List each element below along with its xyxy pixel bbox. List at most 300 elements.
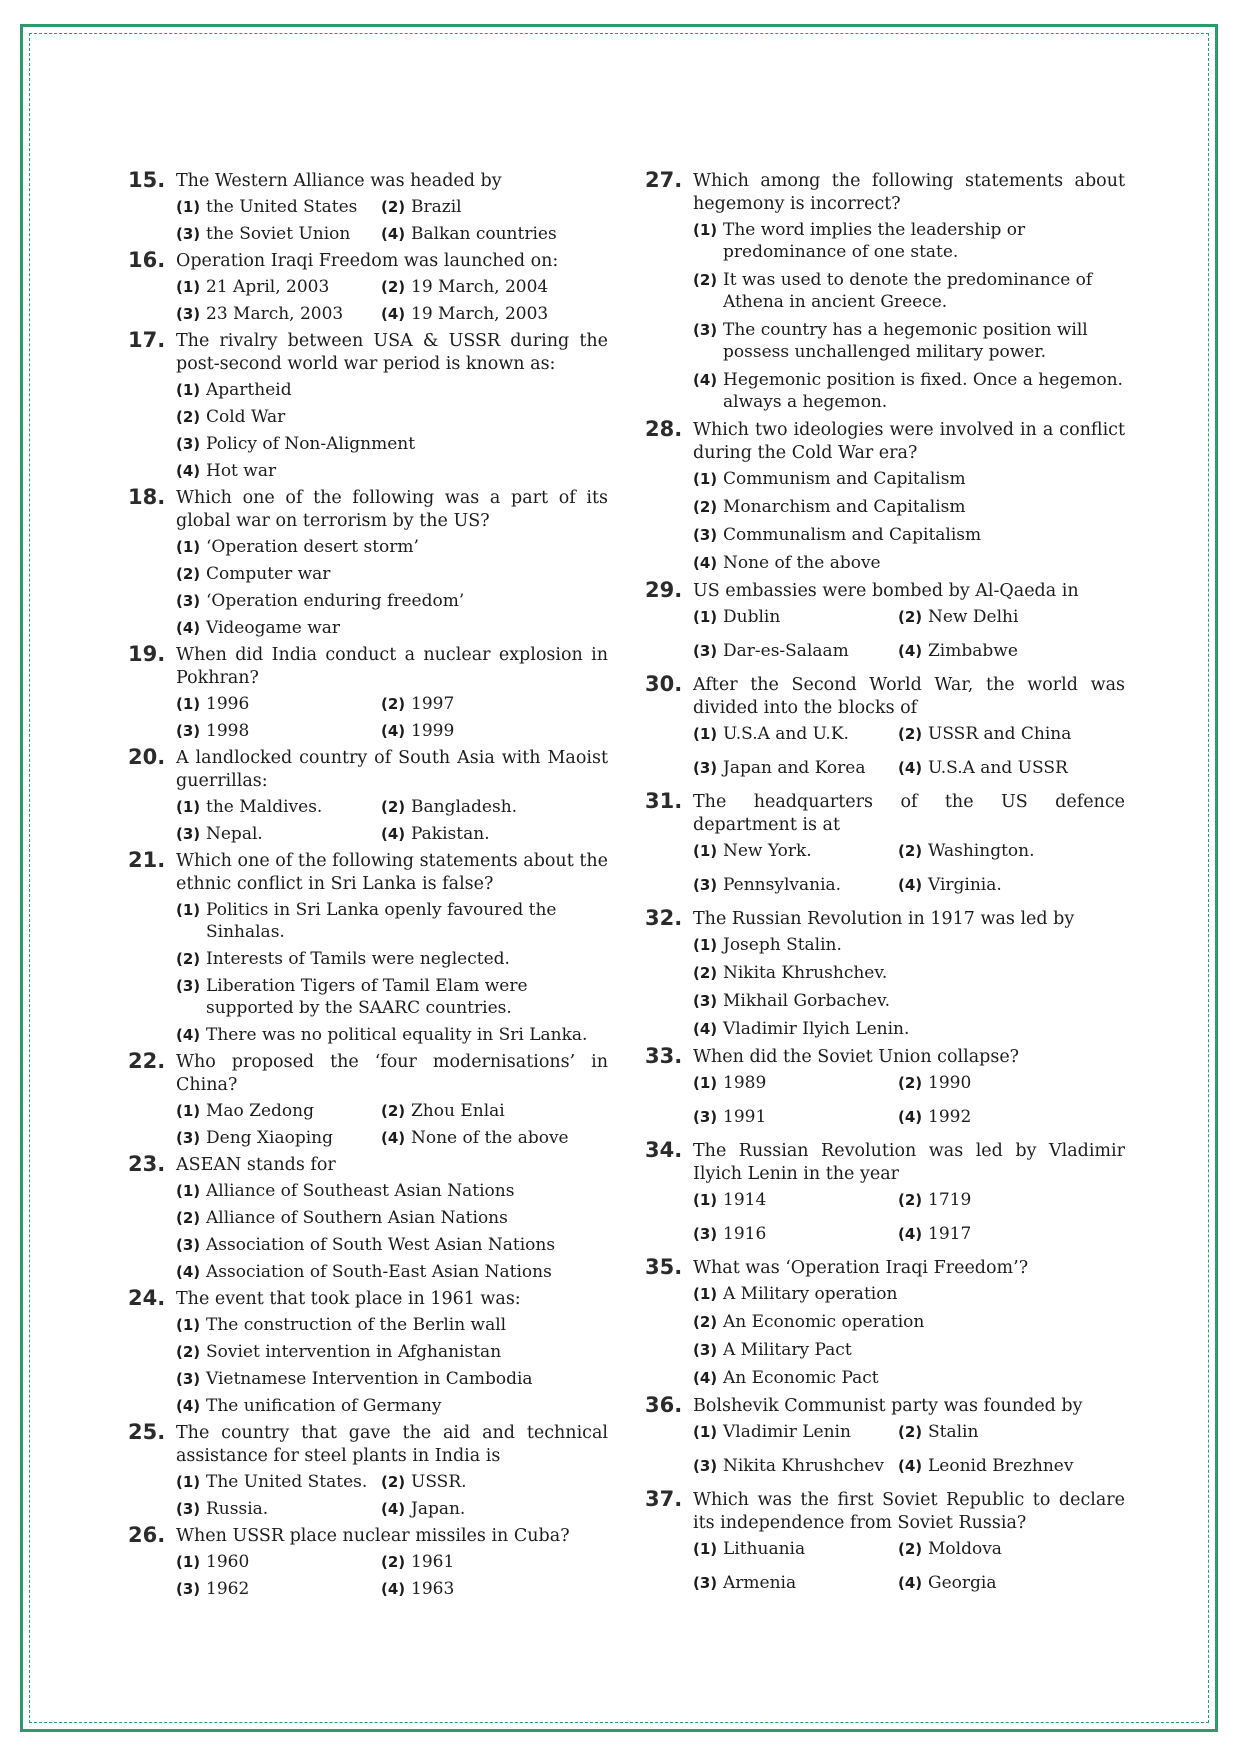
answer-option: [898, 723, 1125, 745]
option-text: Armenia: [723, 1573, 797, 1593]
answer-options: [176, 276, 608, 325]
question-number: 27.: [645, 168, 683, 192]
option-number: (2): [381, 278, 406, 296]
option-number: (1): [693, 221, 718, 239]
answer-option: [381, 823, 608, 845]
question-number: 33.: [645, 1044, 683, 1068]
option-number: (3): [176, 1580, 201, 1598]
option-number: (3): [693, 321, 718, 339]
question-number: 36.: [645, 1393, 683, 1417]
option-text: Monarchism and Capitalism: [723, 497, 966, 517]
answer-option: [176, 1024, 608, 1046]
option-text: 23 March, 2003: [206, 304, 344, 324]
answer-option: [693, 369, 1125, 413]
question-text: Which one of the following statements about the ethnic conflict in Sri Lanka is false?: [176, 851, 608, 894]
answer-option: [898, 1072, 1125, 1094]
question-text: When did India conduct a nuclear explosion in Pokhran?: [176, 645, 608, 688]
answer-options: [176, 536, 608, 639]
option-number: (4): [898, 1574, 923, 1592]
option-text: Interests of Tamils were neglected.: [206, 949, 510, 969]
option-text: 1960: [206, 1552, 250, 1572]
option-text: The unification of Germany: [206, 1396, 442, 1416]
option-number: (4): [693, 1369, 718, 1387]
option-text: Bangladesh.: [411, 797, 518, 817]
option-number: (1): [176, 901, 201, 919]
option-text: 19 March, 2003: [411, 304, 549, 324]
option-text: 1998: [206, 721, 250, 741]
option-number: (3): [693, 642, 718, 660]
option-text: 1989: [723, 1073, 767, 1093]
answer-options: [176, 196, 608, 245]
answer-option: [693, 1072, 898, 1094]
option-text: Nikita Khrushchev.: [723, 963, 888, 983]
option-text: Russia.: [206, 1499, 269, 1519]
answer-options: [693, 1072, 1125, 1134]
question-30: [645, 674, 1125, 785]
answer-options: [693, 606, 1125, 668]
question-number: 23.: [128, 1152, 166, 1176]
answer-option: [693, 219, 1125, 263]
option-text: Washington.: [928, 841, 1035, 861]
option-number: (1): [176, 1553, 201, 1571]
option-text: New Delhi: [928, 607, 1019, 627]
option-number: (4): [381, 722, 406, 740]
option-number: (4): [381, 305, 406, 323]
option-number: (4): [176, 1026, 201, 1044]
option-number: (3): [176, 1129, 201, 1147]
option-number: (4): [176, 1397, 201, 1415]
option-text: Vladimir Lenin: [723, 1422, 851, 1442]
option-text: 1992: [928, 1107, 972, 1127]
option-text: Computer war: [206, 564, 331, 584]
option-number: (3): [693, 1225, 718, 1243]
option-number: (1): [693, 842, 718, 860]
answer-options: [176, 899, 608, 1046]
option-number: (2): [898, 1191, 923, 1209]
question-26: [128, 1525, 608, 1600]
option-number: (2): [693, 498, 718, 516]
option-text: USSR.: [411, 1472, 467, 1492]
question-29: [645, 580, 1125, 668]
option-number: (1): [176, 278, 201, 296]
option-text: Zimbabwe: [928, 641, 1018, 661]
answer-option: [693, 552, 1125, 574]
option-text: An Economic operation: [723, 1312, 925, 1332]
question-number: 24.: [128, 1286, 166, 1310]
question-37: [645, 1489, 1125, 1600]
question-20: [128, 747, 608, 845]
option-number: (2): [176, 565, 201, 583]
answer-option: [176, 1100, 381, 1122]
option-number: (2): [176, 408, 201, 426]
answer-option: [176, 276, 381, 298]
question-16: [128, 250, 608, 325]
option-number: (2): [176, 950, 201, 968]
option-text: Pakistan.: [411, 824, 490, 844]
question-33: [645, 1046, 1125, 1134]
answer-option: [176, 975, 608, 1019]
option-number: (2): [381, 198, 406, 216]
option-number: (2): [898, 1074, 923, 1092]
option-number: (4): [381, 825, 406, 843]
answer-option: [898, 1106, 1125, 1128]
question-27: [645, 170, 1125, 413]
answer-options: [693, 1283, 1125, 1389]
answer-options: [693, 468, 1125, 574]
answer-option: [693, 934, 1125, 956]
option-number: (4): [898, 759, 923, 777]
option-number: (2): [693, 271, 718, 289]
question-text: The event that took place in 1961 was:: [176, 1289, 521, 1309]
option-text: 1997: [411, 694, 455, 714]
answer-options: [693, 840, 1125, 902]
answer-options: [693, 1538, 1125, 1600]
option-text: Vladimir Ilyich Lenin.: [723, 1019, 910, 1039]
question-number: 34.: [645, 1138, 683, 1162]
question-text: The Western Alliance was headed by: [176, 171, 502, 191]
answer-option: [693, 723, 898, 745]
answer-option: [693, 269, 1125, 313]
option-text: Japan and Korea: [723, 758, 866, 778]
answer-option: [176, 1261, 608, 1283]
answer-option: [176, 1234, 608, 1256]
option-text: Liberation Tigers of Tamil Elam were supported by the SAARC countries.: [206, 976, 528, 1018]
option-number: (1): [176, 538, 201, 556]
option-number: (4): [176, 619, 201, 637]
answer-option: [693, 1572, 898, 1594]
answer-option: [176, 590, 608, 612]
option-text: The country has a hegemonic position will possess unchallenged military power.: [723, 320, 1088, 362]
answer-option: [176, 617, 608, 639]
option-text: An Economic Pact: [723, 1368, 879, 1388]
answer-option: [693, 606, 898, 628]
answer-option: [176, 1368, 608, 1390]
option-number: (3): [693, 1108, 718, 1126]
option-text: 1719: [928, 1190, 972, 1210]
question-18: [128, 487, 608, 639]
answer-option: [693, 319, 1125, 363]
answer-option: [176, 196, 381, 218]
answer-option: [381, 720, 608, 742]
option-number: (3): [176, 305, 201, 323]
question-17: [128, 330, 608, 482]
option-text: It was used to denote the predominance of Athena in ancient Greece.: [723, 270, 1093, 312]
answer-options: [693, 219, 1125, 413]
option-number: (2): [381, 798, 406, 816]
option-number: (1): [176, 198, 201, 216]
question-number: 18.: [128, 485, 166, 509]
option-number: (4): [176, 462, 201, 480]
option-text: The United States.: [206, 1472, 368, 1492]
option-number: (3): [693, 876, 718, 894]
answer-options: [693, 1421, 1125, 1483]
question-36: [645, 1395, 1125, 1483]
option-number: (2): [898, 842, 923, 860]
answer-option: [381, 223, 608, 245]
option-number: (4): [381, 225, 406, 243]
question-number: 30.: [645, 672, 683, 696]
answer-option: [693, 1455, 898, 1477]
option-text: Nepal.: [206, 824, 263, 844]
question-number: 26.: [128, 1523, 166, 1547]
option-number: (2): [381, 695, 406, 713]
answer-option: [176, 1471, 381, 1493]
question-number: 21.: [128, 848, 166, 872]
option-text: 1916: [723, 1224, 767, 1244]
question-32: [645, 908, 1125, 1040]
option-number: (4): [381, 1500, 406, 1518]
option-text: Cold War: [206, 407, 286, 427]
option-number: (1): [693, 1191, 718, 1209]
option-number: (2): [898, 1423, 923, 1441]
answer-option: [381, 796, 608, 818]
question-text: The headquarters of the US defence department is at: [693, 792, 1125, 835]
answer-option: [381, 693, 608, 715]
option-text: Communism and Capitalism: [723, 469, 966, 489]
option-number: (2): [898, 725, 923, 743]
option-number: (2): [381, 1553, 406, 1571]
option-text: Nikita Khrushchev: [723, 1456, 884, 1476]
question-24: [128, 1288, 608, 1417]
option-text: Alliance of Southeast Asian Nations: [206, 1181, 515, 1201]
option-number: (3): [176, 1236, 201, 1254]
option-number: (3): [176, 977, 201, 995]
option-text: 19 March, 2004: [411, 277, 549, 297]
option-text: Japan.: [411, 1499, 466, 1519]
option-text: Soviet intervention in Afghanistan: [206, 1342, 502, 1362]
option-text: Deng Xiaoping: [206, 1128, 333, 1148]
answer-option: [693, 874, 898, 896]
answer-option: [898, 1223, 1125, 1245]
option-text: ‘Operation enduring freedom’: [206, 591, 465, 611]
option-text: Communalism and Capitalism: [723, 525, 982, 545]
option-text: 1991: [723, 1107, 767, 1127]
answer-option: [898, 874, 1125, 896]
question-28: [645, 419, 1125, 574]
answer-option: [693, 496, 1125, 518]
option-number: (2): [176, 1209, 201, 1227]
option-number: (3): [176, 1500, 201, 1518]
option-text: Joseph Stalin.: [723, 935, 842, 955]
answer-option: [898, 840, 1125, 862]
answer-options: [693, 723, 1125, 785]
answer-option: [693, 640, 898, 662]
answer-option: [176, 1341, 608, 1363]
answer-options: [176, 379, 608, 482]
option-number: (1): [693, 1285, 718, 1303]
option-number: (1): [176, 1102, 201, 1120]
question-number: 28.: [645, 417, 683, 441]
question-text: The Russian Revolution in 1917 was led by: [693, 909, 1075, 929]
question-text: When USSR place nuclear missiles in Cuba?: [176, 1526, 570, 1546]
answer-option: [693, 1189, 898, 1211]
option-text: the Maldives.: [206, 797, 323, 817]
question-number: 25.: [128, 1420, 166, 1444]
answer-options: [176, 1551, 608, 1600]
answer-option: [176, 948, 608, 970]
answer-option: [693, 1367, 1125, 1389]
question-number: 29.: [645, 578, 683, 602]
option-text: The word implies the leadership or predominance of one state.: [723, 220, 1026, 262]
question-number: 20.: [128, 745, 166, 769]
answer-options: [176, 693, 608, 742]
option-text: Lithuania: [723, 1539, 806, 1559]
option-text: Association of South West Asian Nations: [206, 1235, 556, 1255]
answer-option: [176, 796, 381, 818]
option-text: None of the above: [411, 1128, 569, 1148]
answer-option: [898, 1189, 1125, 1211]
option-text: A Military operation: [723, 1284, 898, 1304]
question-text: The Russian Revolution was led by Vladimir Ilyich Lenin in the year: [693, 1141, 1125, 1184]
left-column: [128, 170, 608, 1605]
answer-option: [176, 223, 381, 245]
answer-option: [381, 196, 608, 218]
option-text: Hegemonic position is fixed. Once a hegemon. always a hegemon.: [723, 370, 1123, 412]
answer-option: [381, 1471, 608, 1493]
answer-option: [898, 606, 1125, 628]
option-text: Alliance of Southern Asian Nations: [206, 1208, 508, 1228]
answer-option: [381, 1100, 608, 1122]
answer-option: [381, 1498, 608, 1520]
option-number: (1): [693, 1540, 718, 1558]
option-number: (1): [176, 1473, 201, 1491]
answer-option: [693, 468, 1125, 490]
answer-option: [693, 1223, 898, 1245]
option-number: (2): [176, 1343, 201, 1361]
option-number: (4): [898, 1108, 923, 1126]
option-text: Apartheid: [206, 380, 292, 400]
question-text: Which was the first Soviet Republic to declare its independence from Soviet Russia?: [693, 1490, 1125, 1533]
answer-option: [176, 433, 608, 455]
answer-option: [693, 524, 1125, 546]
question-text: Who proposed the ‘four modernisations’ in China?: [176, 1052, 608, 1095]
option-number: (2): [381, 1473, 406, 1491]
question-text: Which two ideologies were involved in a conflict during the Cold War era?: [693, 420, 1125, 463]
option-text: Brazil: [411, 197, 462, 217]
option-number: (4): [176, 1263, 201, 1281]
option-number: (3): [693, 992, 718, 1010]
option-number: (3): [693, 759, 718, 777]
option-text: New York.: [723, 841, 812, 861]
answer-option: [898, 1572, 1125, 1594]
option-text: There was no political equality in Sri Lanka.: [206, 1025, 588, 1045]
option-number: (4): [898, 1225, 923, 1243]
question-35: [645, 1257, 1125, 1389]
option-number: (1): [693, 936, 718, 954]
option-number: (2): [898, 608, 923, 626]
answer-option: [381, 276, 608, 298]
question-19: [128, 644, 608, 742]
answer-option: [176, 303, 381, 325]
option-number: (3): [176, 592, 201, 610]
option-text: Policy of Non-Alignment: [206, 434, 416, 454]
question-number: 15.: [128, 168, 166, 192]
question-22: [128, 1051, 608, 1149]
option-text: 1961: [411, 1552, 455, 1572]
answer-options: [176, 1314, 608, 1417]
answer-option: [176, 1498, 381, 1520]
option-text: 1990: [928, 1073, 972, 1093]
question-23: [128, 1154, 608, 1283]
option-number: (1): [693, 1074, 718, 1092]
option-number: (1): [693, 470, 718, 488]
option-text: Videogame war: [206, 618, 341, 638]
option-text: The construction of the Berlin wall: [206, 1315, 507, 1335]
answer-option: [898, 757, 1125, 779]
answer-options: [176, 1471, 608, 1520]
option-number: (2): [898, 1540, 923, 1558]
option-number: (3): [176, 1370, 201, 1388]
question-text: The rivalry between USA & USSR during the post-second world war period is known as:: [176, 331, 608, 374]
option-number: (2): [693, 964, 718, 982]
option-text: the United States: [206, 197, 358, 217]
option-text: Virginia.: [928, 875, 1002, 895]
question-15: [128, 170, 608, 245]
option-number: (3): [176, 435, 201, 453]
option-number: (2): [381, 1102, 406, 1120]
question-text: When did the Soviet Union collapse?: [693, 1047, 1020, 1067]
option-text: 1963: [411, 1579, 455, 1599]
answer-option: [176, 1180, 608, 1202]
question-text: Operation Iraqi Freedom was launched on:: [176, 251, 559, 271]
option-text: Leonid Brezhnev: [928, 1456, 1074, 1476]
option-text: U.S.A and USSR: [928, 758, 1068, 778]
option-number: (2): [693, 1313, 718, 1331]
question-number: 19.: [128, 642, 166, 666]
option-text: 1996: [206, 694, 250, 714]
answer-options: [176, 1100, 608, 1149]
option-number: (3): [693, 1341, 718, 1359]
answer-option: [176, 1578, 381, 1600]
option-text: Association of South-East Asian Nations: [206, 1262, 552, 1282]
answer-option: [176, 823, 381, 845]
option-number: (1): [693, 725, 718, 743]
question-number: 32.: [645, 906, 683, 930]
option-text: 1962: [206, 1579, 250, 1599]
option-text: A Military Pact: [723, 1340, 852, 1360]
option-text: Zhou Enlai: [411, 1101, 505, 1121]
option-number: (1): [176, 381, 201, 399]
answer-option: [381, 1578, 608, 1600]
answer-option: [176, 406, 608, 428]
option-text: Hot war: [206, 461, 277, 481]
option-number: (4): [898, 1457, 923, 1475]
option-text: Pennsylvania.: [723, 875, 842, 895]
option-text: 1917: [928, 1224, 972, 1244]
option-number: (4): [898, 642, 923, 660]
option-number: (3): [693, 1457, 718, 1475]
option-number: (1): [693, 608, 718, 626]
option-text: U.S.A and U.K.: [723, 724, 849, 744]
answer-option: [381, 303, 608, 325]
option-number: (3): [176, 722, 201, 740]
option-number: (4): [693, 1020, 718, 1038]
answer-option: [176, 563, 608, 585]
option-text: the Soviet Union: [206, 224, 351, 244]
option-number: (4): [381, 1580, 406, 1598]
question-text: Bolshevik Communist party was founded by: [693, 1396, 1083, 1416]
question-number: 22.: [128, 1049, 166, 1073]
answer-option: [381, 1127, 608, 1149]
option-number: (1): [176, 695, 201, 713]
answer-option: [898, 1538, 1125, 1560]
question-text: A landlocked country of South Asia with Maoist guerrillas:: [176, 748, 608, 791]
option-text: Politics in Sri Lanka openly favoured the Sinhalas.: [206, 900, 557, 942]
answer-option: [693, 1311, 1125, 1333]
answer-option: [176, 720, 381, 742]
option-text: Moldova: [928, 1539, 1002, 1559]
answer-option: [693, 1421, 898, 1443]
